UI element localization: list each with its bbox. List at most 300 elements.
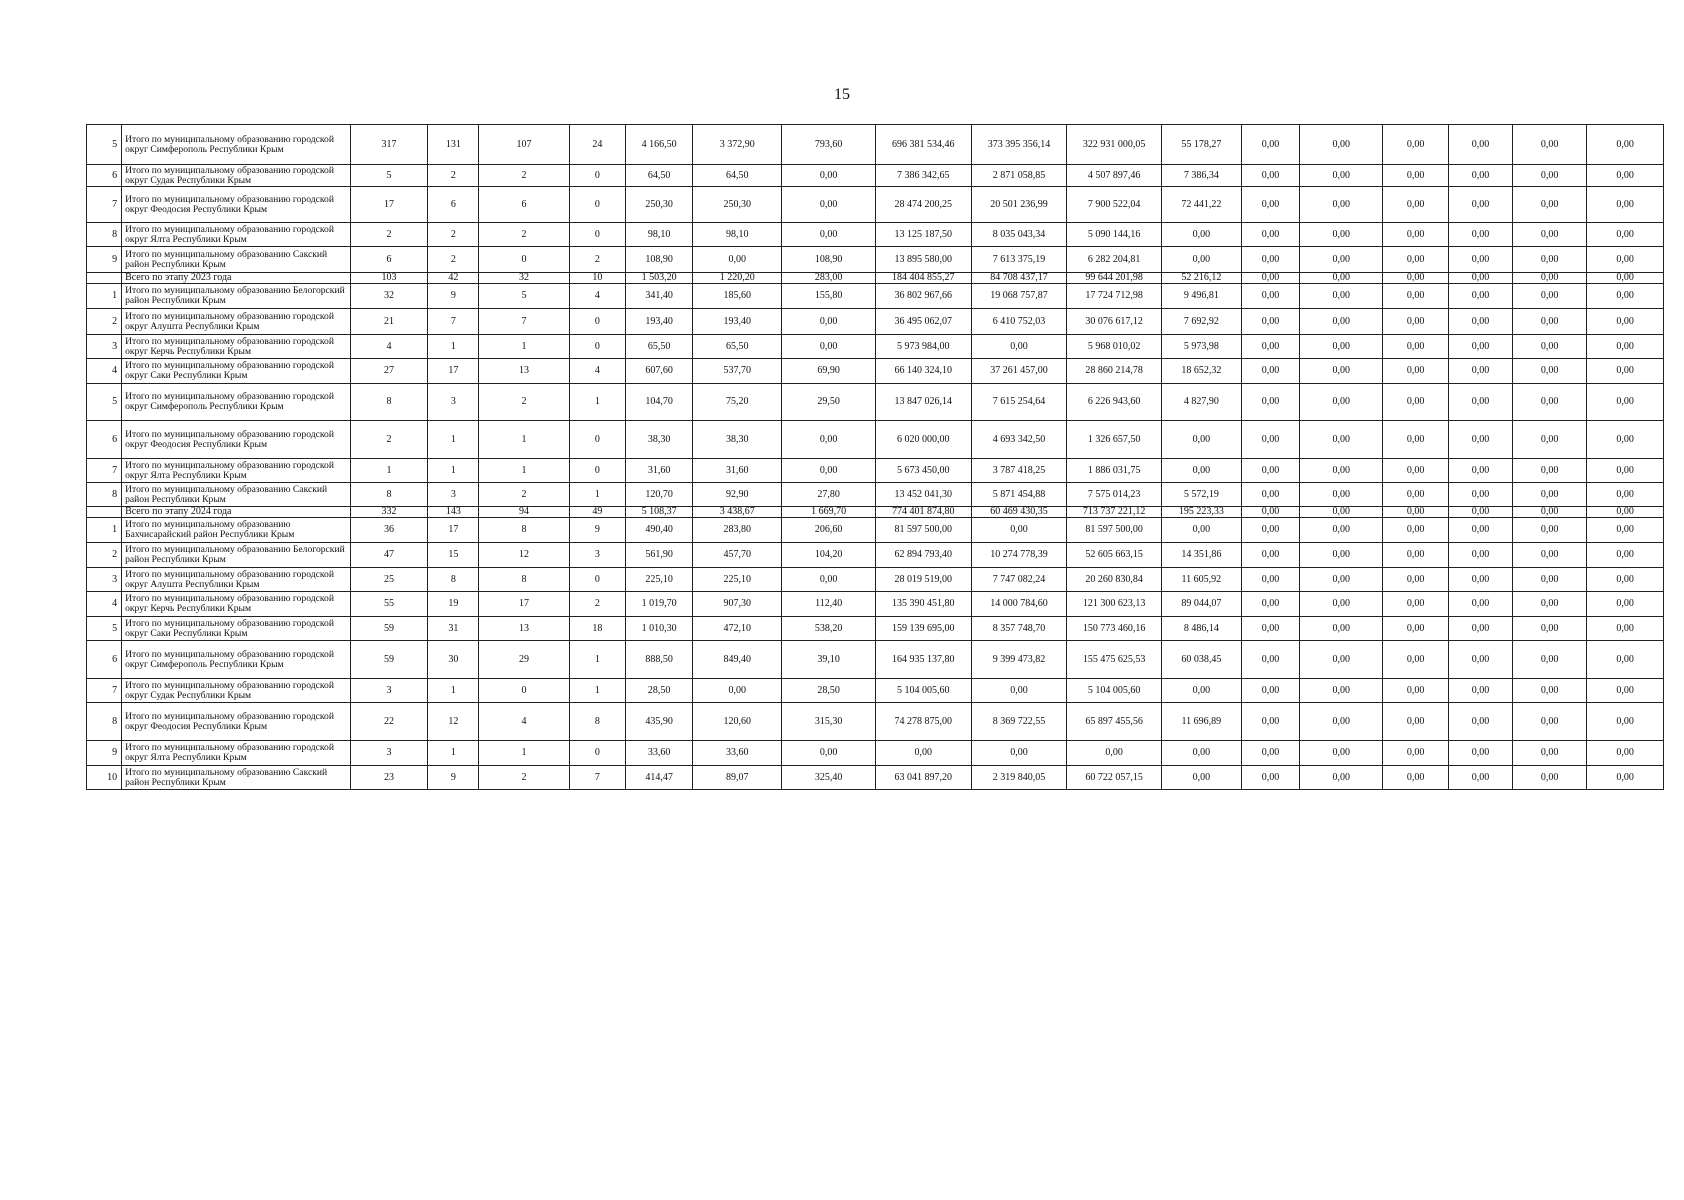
value-cell: 104,20 [782, 543, 876, 568]
value-cell: 29 [479, 641, 569, 679]
row-number: 9 [87, 741, 122, 766]
value-cell: 27,80 [782, 483, 876, 507]
value-cell: 62 894 793,40 [875, 543, 971, 568]
table-total-row [87, 507, 1664, 518]
value-cell: 0 [569, 165, 625, 187]
value-cell: 17 724 712,98 [1067, 284, 1162, 309]
table-row [87, 223, 1664, 247]
value-cell: 20 501 236,99 [971, 187, 1067, 223]
municipality-name: Итого по муниципальному образованию городской округ Алушта Республики Крым [122, 568, 351, 592]
value-cell: 0,00 [1241, 247, 1299, 273]
value-cell: 0,00 [1512, 223, 1586, 247]
value-cell: 1 [428, 679, 479, 703]
value-cell: 75,20 [693, 384, 782, 421]
row-number: 2 [87, 543, 122, 568]
value-cell: 0,00 [1162, 766, 1242, 790]
value-cell: 0,00 [1512, 309, 1586, 335]
value-cell: 774 401 874,80 [875, 507, 971, 518]
value-cell: 13 895 580,00 [875, 247, 971, 273]
value-cell: 7 386 342,65 [875, 165, 971, 187]
row-number: 8 [87, 703, 122, 741]
value-cell: 29,50 [782, 384, 876, 421]
value-cell: 39,10 [782, 641, 876, 679]
value-cell: 66 140 324,10 [875, 359, 971, 384]
table-row [87, 165, 1664, 187]
value-cell: 0,00 [1300, 125, 1383, 165]
value-cell: 0,00 [1241, 359, 1299, 384]
value-cell: 0,00 [1512, 335, 1586, 359]
value-cell: 0,00 [1587, 309, 1664, 335]
value-cell: 537,70 [693, 359, 782, 384]
value-cell: 0,00 [1241, 543, 1299, 568]
value-cell: 0,00 [1512, 703, 1586, 741]
row-number: 1 [87, 518, 122, 543]
value-cell: 8 [479, 568, 569, 592]
page-number: 15 [834, 86, 850, 103]
value-cell: 0,00 [1449, 679, 1513, 703]
value-cell: 0,00 [1449, 741, 1513, 766]
value-cell: 2 [428, 165, 479, 187]
value-cell: 250,30 [626, 187, 693, 223]
value-cell: 2 [479, 223, 569, 247]
table-row [87, 518, 1664, 543]
value-cell: 0,00 [1587, 641, 1664, 679]
value-cell: 28 474 200,25 [875, 187, 971, 223]
value-cell: 0,00 [971, 741, 1067, 766]
value-cell: 0,00 [782, 459, 876, 483]
value-cell: 0,00 [1512, 384, 1586, 421]
value-cell: 0,00 [1383, 309, 1449, 335]
value-cell: 3 [428, 483, 479, 507]
value-cell: 94 [479, 507, 569, 518]
value-cell: 8 [428, 568, 479, 592]
value-cell: 0,00 [1383, 518, 1449, 543]
value-cell: 5 572,19 [1162, 483, 1242, 507]
value-cell: 18 [569, 617, 625, 641]
value-cell: 155,80 [782, 284, 876, 309]
value-cell: 65,50 [626, 335, 693, 359]
value-cell: 0,00 [1587, 384, 1664, 421]
value-cell: 19 [428, 592, 479, 617]
value-cell: 0,00 [1383, 247, 1449, 273]
value-cell: 0 [569, 335, 625, 359]
value-cell: 17 [428, 518, 479, 543]
data-table [86, 124, 1664, 790]
value-cell: 0,00 [1449, 223, 1513, 247]
value-cell: 0,00 [875, 741, 971, 766]
value-cell: 13 452 041,30 [875, 483, 971, 507]
value-cell: 1 [428, 335, 479, 359]
value-cell: 0 [569, 421, 625, 459]
value-cell: 0,00 [1241, 223, 1299, 247]
value-cell: 47 [350, 543, 428, 568]
value-cell: 11 696,89 [1162, 703, 1242, 741]
value-cell: 0,00 [1383, 421, 1449, 459]
value-cell: 0,00 [1383, 617, 1449, 641]
value-cell: 0,00 [1162, 247, 1242, 273]
value-cell: 7 615 254,64 [971, 384, 1067, 421]
value-cell: 10 [569, 273, 625, 284]
municipality-name: Итого по муниципальному образованию Сакский район Республики Крым [122, 247, 351, 273]
value-cell: 0,00 [1587, 568, 1664, 592]
value-cell: 0,00 [1587, 483, 1664, 507]
value-cell: 0 [569, 459, 625, 483]
value-cell: 81 597 500,00 [875, 518, 971, 543]
value-cell: 0,00 [1449, 125, 1513, 165]
value-cell: 3 438,67 [693, 507, 782, 518]
value-cell: 4 166,50 [626, 125, 693, 165]
value-cell: 0,00 [1449, 421, 1513, 459]
value-cell: 0,00 [1449, 335, 1513, 359]
value-cell: 12 [428, 703, 479, 741]
value-cell: 0,00 [1449, 617, 1513, 641]
value-cell: 89,07 [693, 766, 782, 790]
value-cell: 8 [350, 384, 428, 421]
value-cell: 49 [569, 507, 625, 518]
municipality-name: Итого по муниципальному образованию городской округ Судак Республики Крым [122, 165, 351, 187]
row-number [87, 273, 122, 284]
value-cell: 0,00 [1300, 165, 1383, 187]
value-cell: 36 [350, 518, 428, 543]
municipality-name: Итого по муниципальному образованию городской округ Феодосия Республики Крым [122, 187, 351, 223]
value-cell: 0,00 [1587, 766, 1664, 790]
value-cell: 0,00 [1383, 483, 1449, 507]
value-cell: 9 [569, 518, 625, 543]
value-cell: 6 282 204,81 [1067, 247, 1162, 273]
value-cell: 0,00 [1162, 518, 1242, 543]
value-cell: 283,80 [693, 518, 782, 543]
value-cell: 28,50 [782, 679, 876, 703]
value-cell: 21 [350, 309, 428, 335]
value-cell: 0,00 [1241, 483, 1299, 507]
value-cell: 0,00 [1587, 617, 1664, 641]
value-cell: 18 652,32 [1162, 359, 1242, 384]
value-cell: 0,00 [1512, 483, 1586, 507]
table-row [87, 459, 1664, 483]
value-cell: 0,00 [1241, 568, 1299, 592]
value-cell: 28 019 519,00 [875, 568, 971, 592]
value-cell: 0,00 [1587, 543, 1664, 568]
value-cell: 6 410 752,03 [971, 309, 1067, 335]
value-cell: 0,00 [1512, 359, 1586, 384]
value-cell: 0,00 [1512, 247, 1586, 273]
value-cell: 7 [569, 766, 625, 790]
value-cell: 0,00 [1383, 273, 1449, 284]
value-cell: 131 [428, 125, 479, 165]
value-cell: 0 [569, 223, 625, 247]
value-cell: 0,00 [1587, 703, 1664, 741]
value-cell: 0,00 [1162, 679, 1242, 703]
value-cell: 98,10 [626, 223, 693, 247]
value-cell: 0,00 [1512, 187, 1586, 223]
value-cell: 0,00 [1512, 165, 1586, 187]
value-cell: 17 [428, 359, 479, 384]
table-row [87, 617, 1664, 641]
value-cell: 0,00 [1449, 766, 1513, 790]
value-cell: 0,00 [1241, 592, 1299, 617]
value-cell: 2 [350, 223, 428, 247]
value-cell: 0,00 [782, 187, 876, 223]
value-cell: 99 644 201,98 [1067, 273, 1162, 284]
value-cell: 0,00 [1587, 421, 1664, 459]
value-cell: 0,00 [1512, 507, 1586, 518]
value-cell: 0 [479, 247, 569, 273]
table-row [87, 335, 1664, 359]
municipality-name: Итого по муниципальному образованию Сакский район Республики Крым [122, 483, 351, 507]
value-cell: 457,70 [693, 543, 782, 568]
value-cell: 0,00 [782, 165, 876, 187]
value-cell: 0,00 [1449, 309, 1513, 335]
value-cell: 121 300 623,13 [1067, 592, 1162, 617]
value-cell: 0,00 [1383, 359, 1449, 384]
value-cell: 1 [428, 459, 479, 483]
value-cell: 0,00 [1300, 247, 1383, 273]
value-cell: 98,10 [693, 223, 782, 247]
value-cell: 8 486,14 [1162, 617, 1242, 641]
value-cell: 0,00 [1512, 679, 1586, 703]
value-cell: 108,90 [782, 247, 876, 273]
value-cell: 5 968 010,02 [1067, 335, 1162, 359]
row-number: 8 [87, 483, 122, 507]
value-cell: 1 [569, 384, 625, 421]
table-total-row [87, 273, 1664, 284]
municipality-name: Итого по муниципальному образованию городской округ Алушта Республики Крым [122, 309, 351, 335]
municipality-name: Итого по муниципальному образованию городской округ Феодосия Республики Крым [122, 703, 351, 741]
value-cell: 112,40 [782, 592, 876, 617]
value-cell: 607,60 [626, 359, 693, 384]
value-cell: 0,00 [1067, 741, 1162, 766]
municipality-name: Итого по муниципальному образованию городской округ Феодосия Республики Крым [122, 421, 351, 459]
value-cell: 14 000 784,60 [971, 592, 1067, 617]
value-cell: 0,00 [1512, 421, 1586, 459]
value-cell: 0,00 [1300, 309, 1383, 335]
value-cell: 150 773 460,16 [1067, 617, 1162, 641]
value-cell: 0,00 [782, 309, 876, 335]
value-cell: 27 [350, 359, 428, 384]
value-cell: 0,00 [1383, 543, 1449, 568]
value-cell: 0 [569, 568, 625, 592]
value-cell: 164 935 137,80 [875, 641, 971, 679]
value-cell: 0,00 [1241, 703, 1299, 741]
table-row [87, 483, 1664, 507]
municipality-name: Итого по муниципальному образованию городской округ Керчь Республики Крым [122, 592, 351, 617]
value-cell: 206,60 [782, 518, 876, 543]
value-cell: 0,00 [1241, 617, 1299, 641]
value-cell: 5 871 454,88 [971, 483, 1067, 507]
value-cell: 0,00 [1383, 641, 1449, 679]
value-cell: 888,50 [626, 641, 693, 679]
value-cell: 5 104 005,60 [875, 679, 971, 703]
value-cell: 1 886 031,75 [1067, 459, 1162, 483]
value-cell: 713 737 221,12 [1067, 507, 1162, 518]
row-number: 6 [87, 165, 122, 187]
value-cell: 6 020 000,00 [875, 421, 971, 459]
value-cell: 0,00 [1449, 359, 1513, 384]
value-cell: 159 139 695,00 [875, 617, 971, 641]
value-cell: 74 278 875,00 [875, 703, 971, 741]
value-cell: 108,90 [626, 247, 693, 273]
value-cell: 4 [569, 359, 625, 384]
value-cell: 7 386,34 [1162, 165, 1242, 187]
value-cell: 2 [428, 223, 479, 247]
value-cell: 5 673 450,00 [875, 459, 971, 483]
value-cell: 0,00 [1587, 335, 1664, 359]
table-row [87, 284, 1664, 309]
value-cell: 849,40 [693, 641, 782, 679]
value-cell: 5 [350, 165, 428, 187]
row-number: 7 [87, 679, 122, 703]
municipality-name: Итого по муниципальному образованию городской округ Симферополь Республики Крым [122, 125, 351, 165]
value-cell: 1 326 657,50 [1067, 421, 1162, 459]
value-cell: 4 [350, 335, 428, 359]
value-cell: 1 [569, 679, 625, 703]
value-cell: 55 178,27 [1162, 125, 1242, 165]
value-cell: 65,50 [693, 335, 782, 359]
row-number: 3 [87, 335, 122, 359]
value-cell: 103 [350, 273, 428, 284]
value-cell: 2 [479, 384, 569, 421]
value-cell: 0,00 [971, 679, 1067, 703]
value-cell: 0,00 [1512, 125, 1586, 165]
value-cell: 69,90 [782, 359, 876, 384]
value-cell: 3 [569, 543, 625, 568]
value-cell: 0,00 [1449, 592, 1513, 617]
value-cell: 1 010,30 [626, 617, 693, 641]
value-cell: 72 441,22 [1162, 187, 1242, 223]
value-cell: 0,00 [1587, 284, 1664, 309]
value-cell: 7 613 375,19 [971, 247, 1067, 273]
value-cell: 3 372,90 [693, 125, 782, 165]
value-cell: 332 [350, 507, 428, 518]
value-cell: 25 [350, 568, 428, 592]
value-cell: 84 708 437,17 [971, 273, 1067, 284]
value-cell: 185,60 [693, 284, 782, 309]
value-cell: 31,60 [693, 459, 782, 483]
table-row [87, 187, 1664, 223]
value-cell: 0,00 [1300, 384, 1383, 421]
municipality-name: Итого по муниципальному образованию городской округ Ялта Республики Крым [122, 223, 351, 247]
value-cell: 3 787 418,25 [971, 459, 1067, 483]
value-cell: 0,00 [1241, 284, 1299, 309]
value-cell: 0,00 [1587, 273, 1664, 284]
value-cell: 0,00 [1512, 284, 1586, 309]
value-cell: 0,00 [1300, 284, 1383, 309]
value-cell: 38,30 [693, 421, 782, 459]
value-cell: 4 [479, 703, 569, 741]
value-cell: 0,00 [1383, 703, 1449, 741]
municipality-name: Итого по муниципальному образованию городской округ Симферополь Республики Крым [122, 384, 351, 421]
value-cell: 0,00 [1241, 384, 1299, 421]
value-cell: 64,50 [693, 165, 782, 187]
value-cell: 19 068 757,87 [971, 284, 1067, 309]
value-cell: 9 399 473,82 [971, 641, 1067, 679]
value-cell: 1 220,20 [693, 273, 782, 284]
municipality-name: Всего по этапу 2024 года [122, 507, 351, 518]
value-cell: 0,00 [1383, 384, 1449, 421]
value-cell: 59 [350, 617, 428, 641]
municipality-name: Итого по муниципальному образованию городской округ Керчь Республики Крым [122, 335, 351, 359]
value-cell: 0,00 [1449, 507, 1513, 518]
value-cell: 0,00 [1587, 679, 1664, 703]
value-cell: 0,00 [1241, 187, 1299, 223]
value-cell: 143 [428, 507, 479, 518]
value-cell: 0,00 [1241, 165, 1299, 187]
value-cell: 0,00 [1162, 421, 1242, 459]
value-cell: 283,00 [782, 273, 876, 284]
value-cell: 225,10 [626, 568, 693, 592]
value-cell: 490,40 [626, 518, 693, 543]
municipality-name: Итого по муниципальному образованию городской округ Судак Республики Крым [122, 679, 351, 703]
value-cell: 65 897 455,56 [1067, 703, 1162, 741]
value-cell: 0,00 [1383, 187, 1449, 223]
value-cell: 0 [479, 679, 569, 703]
row-number: 5 [87, 384, 122, 421]
row-number: 6 [87, 641, 122, 679]
value-cell: 0,00 [1241, 518, 1299, 543]
value-cell: 0,00 [971, 335, 1067, 359]
value-cell: 52 605 663,15 [1067, 543, 1162, 568]
table-row [87, 592, 1664, 617]
value-cell: 0,00 [1241, 421, 1299, 459]
value-cell: 11 605,92 [1162, 568, 1242, 592]
value-cell: 13 847 026,14 [875, 384, 971, 421]
value-cell: 0,00 [1383, 592, 1449, 617]
value-cell: 14 351,86 [1162, 543, 1242, 568]
value-cell: 1 [350, 459, 428, 483]
table-row [87, 741, 1664, 766]
value-cell: 0,00 [1449, 518, 1513, 543]
table-row [87, 125, 1664, 165]
value-cell: 1 [428, 421, 479, 459]
row-number: 8 [87, 223, 122, 247]
value-cell: 0,00 [1300, 223, 1383, 247]
value-cell: 0,00 [1449, 273, 1513, 284]
table-row [87, 384, 1664, 421]
value-cell: 8 035 043,34 [971, 223, 1067, 247]
value-cell: 0,00 [1300, 187, 1383, 223]
table-row [87, 247, 1664, 273]
value-cell: 0,00 [1300, 766, 1383, 790]
value-cell: 0,00 [1241, 741, 1299, 766]
value-cell: 0,00 [1300, 421, 1383, 459]
value-cell: 22 [350, 703, 428, 741]
value-cell: 9 496,81 [1162, 284, 1242, 309]
value-cell: 0,00 [1587, 741, 1664, 766]
value-cell: 184 404 855,27 [875, 273, 971, 284]
value-cell: 0,00 [1449, 543, 1513, 568]
value-cell: 325,40 [782, 766, 876, 790]
value-cell: 0,00 [1300, 507, 1383, 518]
row-number [87, 507, 122, 518]
value-cell: 2 871 058,85 [971, 165, 1067, 187]
value-cell: 42 [428, 273, 479, 284]
value-cell: 0,00 [782, 335, 876, 359]
value-cell: 3 [428, 384, 479, 421]
value-cell: 6 [479, 187, 569, 223]
value-cell: 6 [428, 187, 479, 223]
value-cell: 1 [428, 741, 479, 766]
value-cell: 36 802 967,66 [875, 284, 971, 309]
value-cell: 104,70 [626, 384, 693, 421]
value-cell: 0,00 [1449, 568, 1513, 592]
row-number: 2 [87, 309, 122, 335]
table-row [87, 568, 1664, 592]
value-cell: 60 722 057,15 [1067, 766, 1162, 790]
row-number: 4 [87, 359, 122, 384]
value-cell: 0 [569, 187, 625, 223]
value-cell: 8 [479, 518, 569, 543]
value-cell: 2 [479, 483, 569, 507]
